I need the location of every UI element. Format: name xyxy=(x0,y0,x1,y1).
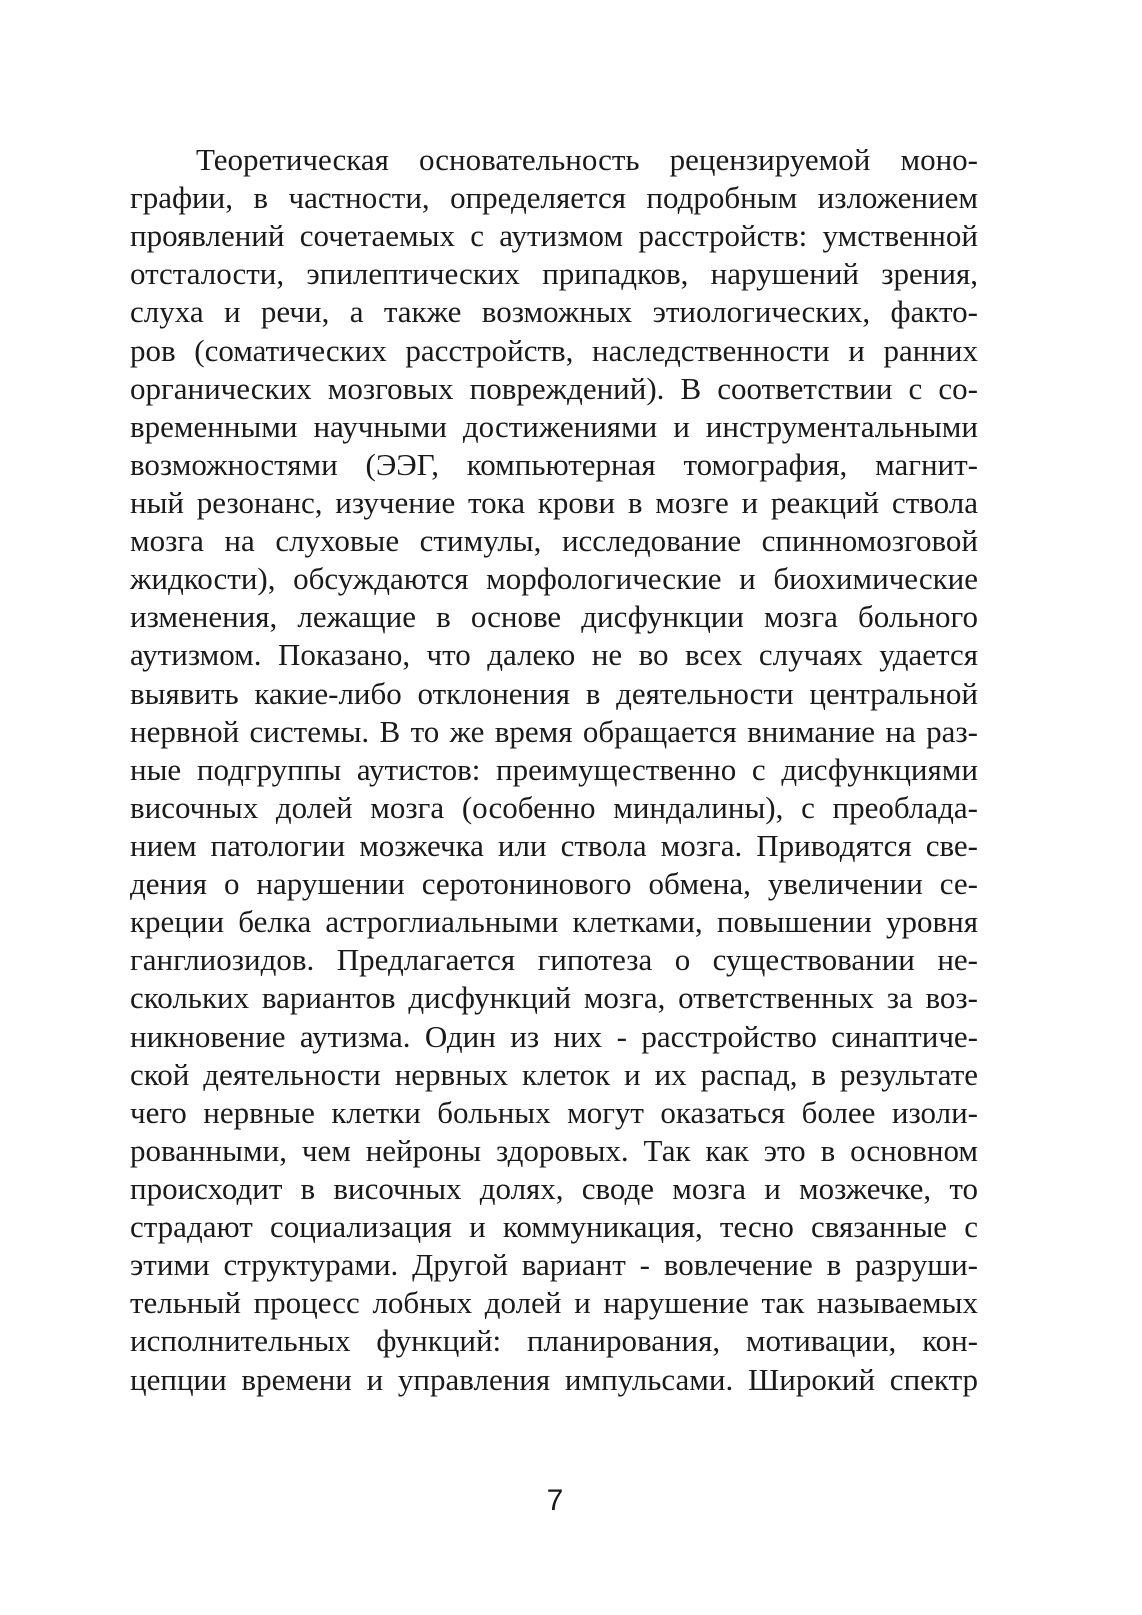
text-line: ные подгруппы аутистов: преимущественно с дисфункциями xyxy=(130,751,978,787)
text-line: чего нервные клетки больных могут оказаться более изоли- xyxy=(130,1094,978,1130)
page-number: 7 xyxy=(546,1484,564,1517)
text-line: происходит в височных долях, своде мозга и мозжечке, то xyxy=(130,1170,978,1206)
text-line: ров (соматических расстройств, наследственности и ранних xyxy=(130,332,978,368)
text-line: Теоретическая основательность рецензируемой моно- xyxy=(196,142,978,177)
text-line: цепции времени и управления импульсами. Широкий спектр xyxy=(130,1361,978,1397)
text-line: нервной системы. В то же время обращается внимание на раз- xyxy=(130,713,978,749)
text-line: органических мозговых повреждений). В соответствии с со- xyxy=(130,370,978,406)
text-line: исполнительных функций: планирования, мотивации, кон- xyxy=(130,1323,978,1359)
text-line: скольких вариантов дисфункций мозга, ответственных за воз- xyxy=(130,980,978,1016)
text-line: дения о нарушении серотонинового обмена, увеличении се- xyxy=(130,866,978,902)
text-line: отсталости, эпилептических припадков, нарушений зрения, xyxy=(130,256,978,292)
text-line: временными научными достижениями и инструментальными xyxy=(130,408,978,444)
text-line: слуха и речи, а также возможных этиологических, факто- xyxy=(130,294,978,330)
text-line: возможностями (ЭЭГ, компьютерная томография, магнит- xyxy=(130,446,978,482)
text-line: рованными, чем нейроны здоровых. Так как это в основном xyxy=(130,1132,978,1168)
text-line: графии, в частности, определяется подробным изложением xyxy=(130,180,978,216)
text-line: тельный процесс лобных долей и нарушение так называемых xyxy=(130,1285,978,1321)
body-paragraph xyxy=(130,141,978,1399)
text-line: височных долей мозга (особенно миндалины), с преоблада- xyxy=(130,789,978,825)
text-line: ганглиозидов. Предлагается гипотеза о существовании не- xyxy=(130,942,978,978)
text-line: ской деятельности нервных клеток и их распад, в результате xyxy=(130,1056,978,1092)
text-line: проявлений сочетаемых с аутизмом расстройств: умственной xyxy=(130,218,978,254)
text-line: нием патологии мозжечка или ствола мозга. Приводятся све- xyxy=(130,827,978,863)
text-line: выявить какие-либо отклонения в деятельности центральной xyxy=(130,675,978,711)
text-line: жидкости), обсуждаются морфологические и биохимические xyxy=(130,561,978,597)
text-line: аутизмом. Показано, что далеко не во всех случаях удается xyxy=(130,637,978,673)
text-line: креции белка астроглиальными клетками, повышении уровня xyxy=(130,904,978,940)
text-line: никновение аутизма. Один из них - расстройство синаптиче- xyxy=(130,1018,978,1054)
text-line: изменения, лежащие в основе дисфункции мозга больного xyxy=(130,599,978,635)
text-line: страдают социализация и коммуникация, тесно связанные с xyxy=(130,1209,978,1245)
text-line: ный резонанс, изучение тока крови в мозге и реакций ствола xyxy=(130,484,978,520)
text-line: этими структурами. Другой вариант - вовлечение в разруши- xyxy=(130,1247,978,1283)
text-line: мозга на слуховые стимулы, исследование спинномозговой xyxy=(130,523,978,559)
